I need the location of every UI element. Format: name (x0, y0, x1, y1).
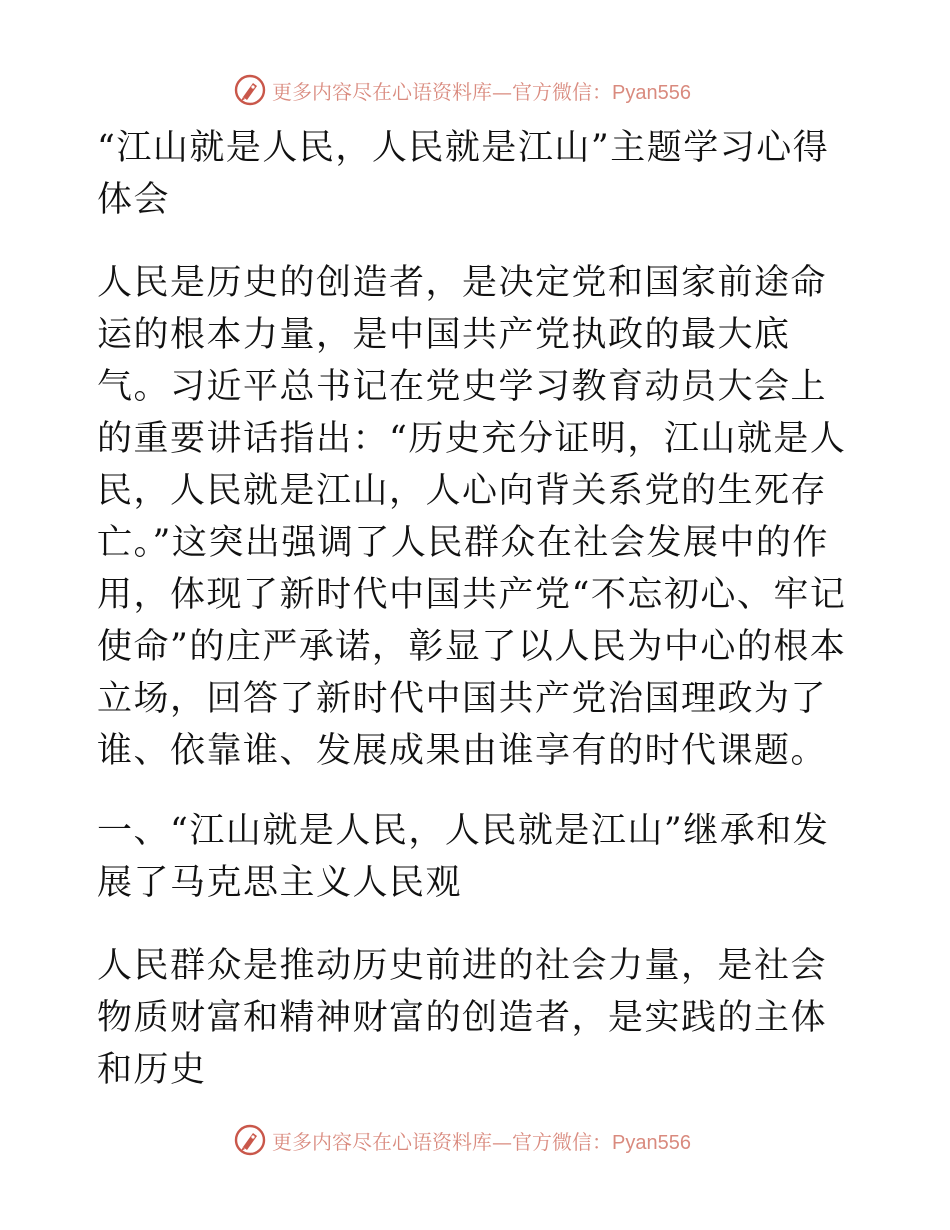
pen-nib-icon (234, 74, 266, 106)
document-title: “江山就是人民，人民就是江山”主题学习心得体会 (97, 128, 830, 220)
header-watermark (234, 70, 734, 110)
body-paragraph-2: 人民群众是推动历史前进的社会力量，是社会物质财富和精神财富的创造者，是实践的主体和历史 (97, 946, 828, 1090)
watermark-text: 更多内容尽在心语资料库—官方微信：Pyan556 (272, 1129, 691, 1154)
pen-nib-icon (234, 1124, 266, 1156)
watermark-text: 更多内容尽在心语资料库—官方微信：Pyan556 (272, 79, 691, 104)
footer-watermark (234, 1120, 734, 1160)
document-body (97, 122, 853, 1096)
section-heading-1: 一、“江山就是人民，人民就是江山”继承和发展了马克思主义人民观 (97, 811, 830, 903)
body-paragraph-1: 人民是历史的创造者，是决定党和国家前途命运的根本力量，是中国共产党执政的最大底气。习近平总书记在党史学习教育动员大会上的重要讲话指出：“历史充分证明，江山就是人民，人民就是江山，人心向背关系党的生死存亡。”这突出强调了人民群众在社会发展中的作用，体现了新时代中国共产党“不忘初心、牢记使命”的庄严承诺，彰显了以人民为中心的根本立场，回答了新时代中国共产党治国理政为了谁、依靠谁、发展成果由谁享有的时代课题。 (97, 263, 847, 771)
